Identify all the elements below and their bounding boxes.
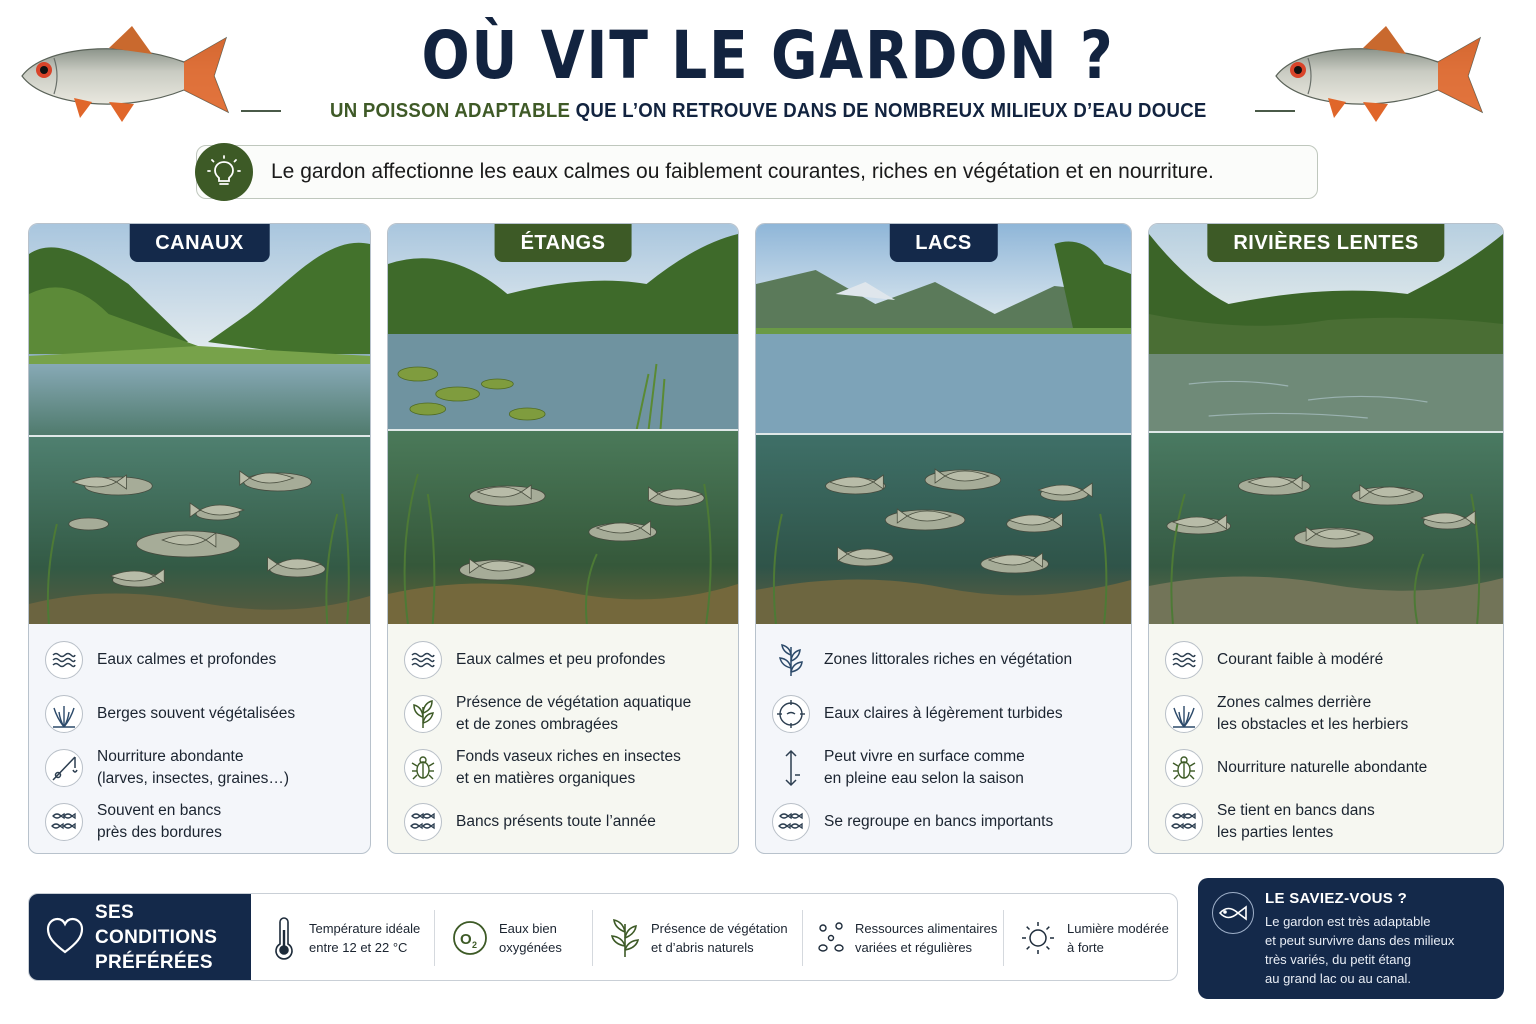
habitat-feature	[404, 800, 724, 844]
condition-text-line: Ressources alimentaires	[855, 921, 998, 936]
condition-text-line: Température idéale	[309, 921, 421, 936]
heart-icon	[45, 917, 85, 955]
habitat-feature-line: Présence de végétation aquatique	[456, 694, 692, 711]
bug-icon	[404, 749, 442, 787]
habitat-feature-text	[1217, 757, 1427, 779]
did-you-know-line: et peut survivre dans des milieux	[1265, 933, 1455, 948]
habitat-tab-etangs: ÉTANGS	[495, 224, 632, 262]
habitat-feature-text	[456, 811, 656, 833]
subtitle-accent: UN POISSON ADAPTABLE	[329, 99, 570, 122]
condition-text-line: Lumière modérée	[1067, 921, 1169, 936]
plant-icon	[609, 918, 641, 958]
habitat-feature-line: les parties lentes	[1217, 824, 1334, 841]
subtitle-rest: QUE L’ON RETROUVE DANS DE NOMBREUX MILIEUX D’EAU DOUCE	[569, 99, 1207, 122]
thermometer-icon	[269, 916, 299, 960]
subtitle-row	[230, 96, 1306, 126]
did-you-know-line: très variés, du petit étang	[1265, 952, 1411, 967]
slow-river-scene-illustration	[1149, 224, 1503, 624]
habitat-feature	[404, 692, 724, 736]
habitat-feature	[1165, 800, 1489, 844]
habitat-feature	[772, 692, 1117, 736]
vertical-arrows-icon	[772, 749, 810, 787]
habitat-feature-line: Berges souvent végétalisées	[97, 705, 296, 722]
habitat-feature-text	[1217, 692, 1408, 736]
habitat-features	[1149, 624, 1503, 854]
condition-separator	[802, 910, 803, 966]
preferred-conditions-heading	[29, 894, 251, 980]
habitat-feature-text	[97, 703, 295, 725]
did-you-know-text	[1265, 912, 1454, 988]
condition-temperature	[269, 910, 420, 966]
canal-scene-illustration	[29, 224, 370, 624]
did-you-know-line: au grand lac ou au canal.	[1265, 971, 1411, 986]
habitat-feature-line: Zones littorales riches en végétation	[824, 651, 1073, 668]
svg-text:O: O	[460, 931, 472, 948]
habitat-feature	[45, 638, 356, 682]
habitat-feature	[1165, 692, 1489, 736]
habitat-feature-line: (larves, insectes, graines…)	[97, 770, 290, 787]
habitat-feature-text	[456, 649, 665, 671]
lightbulb-icon	[195, 143, 253, 201]
habitat-feature-line: Eaux calmes et peu profondes	[456, 651, 666, 668]
habitat-feature-text	[97, 649, 276, 671]
habitat-feature-text	[456, 746, 681, 790]
habitat-card-canaux	[28, 223, 371, 854]
condition-oxygen	[451, 910, 562, 966]
condition-text-line: à forte	[1067, 940, 1104, 955]
condition-separator	[1003, 910, 1004, 966]
plant-icon	[772, 641, 810, 679]
habitat-feature-line: Bancs présents toute l’année	[456, 813, 656, 830]
habitat-feature	[772, 800, 1117, 844]
habitat-feature	[772, 746, 1117, 790]
o2-icon	[451, 919, 489, 957]
fish-school-icon	[1165, 803, 1203, 841]
bug-icon	[1165, 749, 1203, 787]
subtitle-divider-left	[241, 110, 281, 112]
habitat-feature-text	[97, 800, 222, 844]
habitat-features	[756, 624, 1131, 854]
fishing-rod-icon	[45, 749, 83, 787]
page-title: OÙ VIT LE GARDON ?	[421, 17, 1115, 94]
waves-icon	[404, 641, 442, 679]
habitat-features	[388, 624, 738, 854]
condition-food	[817, 910, 997, 966]
habitat-feature	[404, 746, 724, 790]
habitat-feature	[772, 638, 1117, 682]
habitat-feature-text	[824, 703, 1063, 725]
condition-text-line: variées et régulières	[855, 940, 973, 955]
habitat-feature-line: Nourriture abondante	[97, 748, 244, 765]
lake-scene-illustration	[756, 224, 1131, 624]
reeds-icon	[1165, 695, 1203, 733]
habitat-feature	[45, 692, 356, 736]
habitat-feature-text	[456, 692, 691, 736]
preferred-conditions-bar	[28, 893, 1178, 981]
conditions-heading-line-1: SES CONDITIONS	[95, 901, 218, 948]
habitat-feature-line: Peut vivre en surface comme	[824, 748, 1025, 765]
condition-separator	[434, 910, 435, 966]
target-icon	[772, 695, 810, 733]
habitat-feature-text	[1217, 649, 1383, 671]
habitat-tab-rivieres-lentes: RIVIÈRES LENTES	[1207, 224, 1444, 262]
waves-icon	[45, 641, 83, 679]
svg-text:2: 2	[472, 940, 478, 950]
habitat-feature-line: Eaux calmes et profondes	[97, 651, 277, 668]
habitat-feature-line: en pleine eau selon la saison	[824, 770, 1024, 787]
habitat-card-lacs	[755, 223, 1132, 854]
habitat-feature-text	[1217, 800, 1375, 844]
condition-text-line: oxygénées	[499, 940, 562, 955]
habitat-feature	[1165, 746, 1489, 790]
did-you-know-box	[1198, 878, 1504, 999]
habitat-feature-line: près des bordures	[97, 824, 222, 841]
fish-school-icon	[404, 803, 442, 841]
subtitle-divider-right	[1255, 110, 1295, 112]
habitat-feature-text	[824, 649, 1072, 671]
habitat-feature	[45, 746, 356, 790]
habitat-feature-line: les obstacles et les herbiers	[1217, 716, 1409, 733]
habitat-feature	[404, 638, 724, 682]
condition-vegetation	[609, 910, 788, 966]
habitat-feature	[45, 800, 356, 844]
habitat-features	[29, 624, 370, 854]
tip-banner	[196, 145, 1318, 199]
habitat-feature-text	[97, 746, 289, 790]
conditions-heading-line-2: PRÉFÉRÉES	[95, 951, 213, 973]
reeds-icon	[45, 695, 83, 733]
waves-icon	[1165, 641, 1203, 679]
tip-text: Le gardon affectionne les eaux calmes ou faiblement courantes, riches en végétation et en nourriture.	[271, 160, 1214, 183]
condition-separator	[592, 910, 593, 966]
leaf-icon	[404, 695, 442, 733]
fish-school-icon	[772, 803, 810, 841]
habitat-feature-line: Se tient en bancs dans	[1217, 802, 1375, 819]
habitat-tab-canaux: CANAUX	[129, 224, 270, 262]
habitat-feature-line: Souvent en bancs	[97, 802, 222, 819]
habitat-card-etangs	[387, 223, 739, 854]
habitat-feature-text	[824, 746, 1025, 790]
habitat-tab-lacs: LACS	[889, 224, 997, 262]
did-you-know-line: Le gardon est très adaptable	[1265, 914, 1431, 929]
condition-light	[1019, 910, 1169, 966]
habitat-feature-line: Fonds vaseux riches en insectes	[456, 748, 681, 765]
condition-text-line: et d’abris naturels	[651, 940, 754, 955]
condition-text-line: entre 12 et 22 °C	[309, 940, 408, 955]
page-subtitle	[330, 100, 1207, 123]
habitat-feature-line: Courant faible à modéré	[1217, 651, 1384, 668]
habitat-card-rivieres-lentes	[1148, 223, 1504, 854]
habitat-feature-line: et en matières organiques	[456, 770, 636, 787]
habitat-feature-line: Nourriture naturelle abondante	[1217, 759, 1428, 776]
sun-icon	[1019, 919, 1057, 957]
pond-scene-illustration	[388, 224, 738, 624]
habitat-feature-text	[824, 811, 1053, 833]
habitat-feature	[1165, 638, 1489, 682]
food-dots-icon	[817, 920, 845, 956]
habitat-feature-line: Se regroupe en bancs importants	[824, 813, 1054, 830]
did-you-know-title: LE SAVIEZ-VOUS ?	[1265, 890, 1408, 907]
condition-text-line: Présence de végétation	[651, 921, 788, 936]
fish-school-icon	[45, 803, 83, 841]
habitat-feature-line: et de zones ombragées	[456, 716, 618, 733]
habitat-feature-line: Eaux claires à légèrement turbides	[824, 705, 1063, 722]
condition-text-line: Eaux bien	[499, 921, 557, 936]
habitat-feature-line: Zones calmes derrière	[1217, 694, 1372, 711]
fish-icon	[1212, 892, 1254, 934]
